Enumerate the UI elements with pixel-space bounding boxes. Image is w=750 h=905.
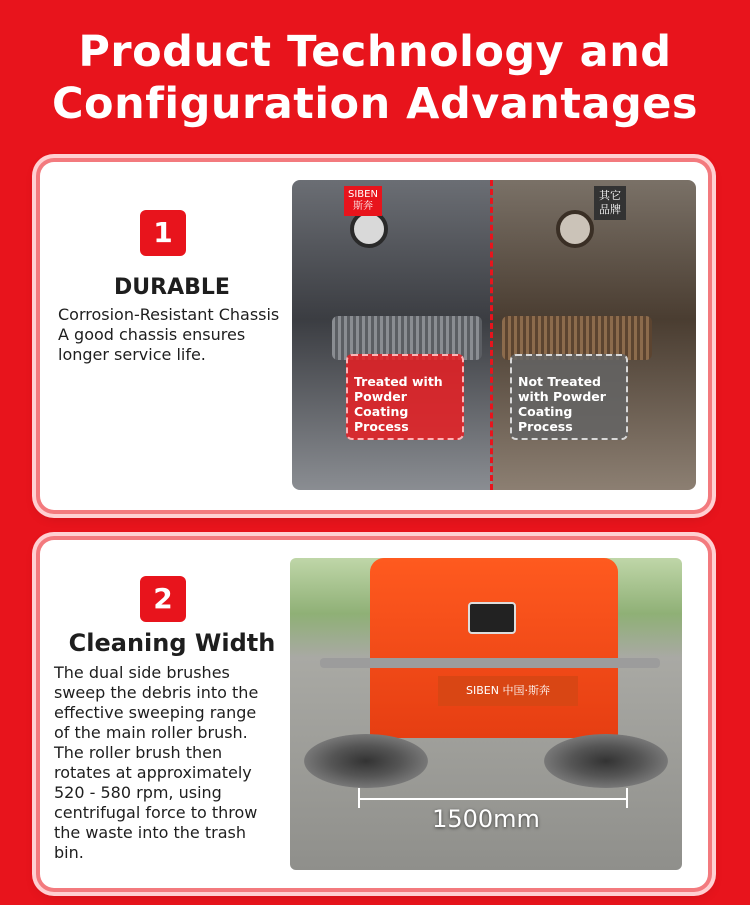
brand-plate: SIBEN 中国·斯奔 xyxy=(438,676,578,706)
not-treated-label: Not Treated with Powder Coating Process xyxy=(510,354,628,440)
wheel-icon xyxy=(556,210,594,248)
comparison-divider xyxy=(490,180,493,490)
section-heading: DURABLE xyxy=(114,275,230,300)
other-brand-tag: 其它 品牌 xyxy=(594,186,626,220)
untreated-chassis-image xyxy=(492,180,696,490)
brand-logo-tag: SIBEN 斯奔 xyxy=(344,186,382,216)
sweeper-body xyxy=(370,558,618,738)
front-bumper xyxy=(320,658,660,668)
work-light-icon xyxy=(468,602,516,634)
chassis-comparison-image xyxy=(292,180,696,490)
section-number-badge: 1 xyxy=(140,210,186,256)
treated-label: Treated with Powder Coating Process xyxy=(346,354,464,440)
left-side-brush xyxy=(304,734,428,788)
cleaning-width-label: 1500mm xyxy=(432,805,540,833)
width-measure-line xyxy=(358,798,628,800)
treated-chassis-image xyxy=(292,180,492,490)
page-title xyxy=(0,26,750,130)
right-side-brush xyxy=(544,734,668,788)
durable-card xyxy=(40,162,708,510)
section-description: The dual side brushes sweep the debris into the effective sweeping range of the main roller brush. The roller brush then rotates at approximately 520 - 580 rpm, using centrifugal force to throw the waste into the trash bin. xyxy=(54,663,259,862)
section-number-badge: 2 xyxy=(140,576,186,622)
section-description: Corrosion-Resistant Chassis A good chassis ensures longer service life. xyxy=(58,305,280,364)
page-title-line-2: Configuration Advantages xyxy=(51,79,699,129)
page-title-line-1: Product Technology and xyxy=(78,27,672,77)
section-heading: Cleaning Width xyxy=(68,629,276,657)
sweeper-photo xyxy=(290,558,682,870)
cleaning-width-card xyxy=(40,540,708,888)
